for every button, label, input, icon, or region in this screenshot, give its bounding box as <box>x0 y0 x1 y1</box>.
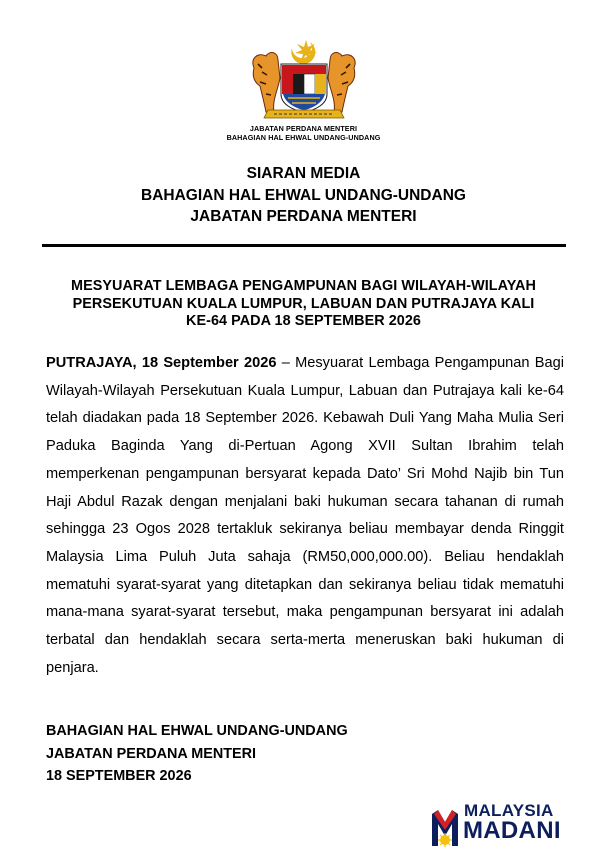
heading-division: BAHAGIAN HAL EHWAL UNDANG-UNDANG <box>141 187 466 204</box>
heading-media-release: SIARAN MEDIA <box>246 165 361 182</box>
dateline: PUTRAJAYA, 18 September 2026 <box>46 355 277 371</box>
coat-of-arms-icon <box>248 38 360 120</box>
logo-word-madani: MADANI <box>463 817 561 844</box>
body-text: – Mesyuarat Lembaga Pengampunan Bagi Wilayah-Wilayah Persekutuan Kuala Lumpur, Labuan dan Putrajaya kali ke-64 telah diadakan pada 18 September 2026. Kebawah Duli Yang Maha Mulia Seri Paduka Baginda Yang di-Pertuan Agong XVII Sultan Ibrahim telah memperkenan pengampunan bersyarat kepada Dato’ Sri Mohd Najib bin Tun Haji Abdul Razak dengan menjalani baki hukuman secara tahanan di rumah sehingga 23 Ogos 2028 tertakluk sekiranya beliau membayar denda Ringgit Malaysia Lima Puluh Juta sahaja (RM50,000,000.00). Beliau hendaklah mematuhi syarat-syarat yang ditetapkan dan sekiranya beliau tidak mematuhi mana-mana syarat-syarat tersebut, maka pengampunan bersyarat ini adalah terbatal dan hendaklah secara serta-merta meneruskan baki hukuman di penjara. <box>46 355 564 676</box>
press-release-title: MESYUARAT LEMBAGA PENGAMPUNAN BAGI WILAYAH-WILAYAH PERSEKUTUAN KUALA LUMPUR, LABUAN DAN PUTRAJAYA KALI KE-64 PADA 18 SEPTEMBER 2026 <box>71 278 536 329</box>
signature-date: 18 SEPTEMBER 2026 <box>46 768 192 784</box>
signature-block <box>46 720 348 788</box>
header-department: JABATAN PERDANA MENTERI <box>249 124 358 133</box>
signature-division: BAHAGIAN HAL EHWAL UNDANG-UNDANG <box>46 723 348 739</box>
heading-department: JABATAN PERDANA MENTERI <box>190 208 417 225</box>
divider <box>42 244 566 247</box>
madani-mark-icon <box>428 800 462 850</box>
header-division: BAHAGIAN HAL EHWAL UNDANG-UNDANG <box>226 133 381 142</box>
malaysia-madani-logo <box>428 798 578 850</box>
signature-department: JABATAN PERDANA MENTERI <box>46 745 256 762</box>
logo-word-malaysia: MALAYSIA <box>464 801 554 820</box>
press-release-body <box>46 350 564 682</box>
